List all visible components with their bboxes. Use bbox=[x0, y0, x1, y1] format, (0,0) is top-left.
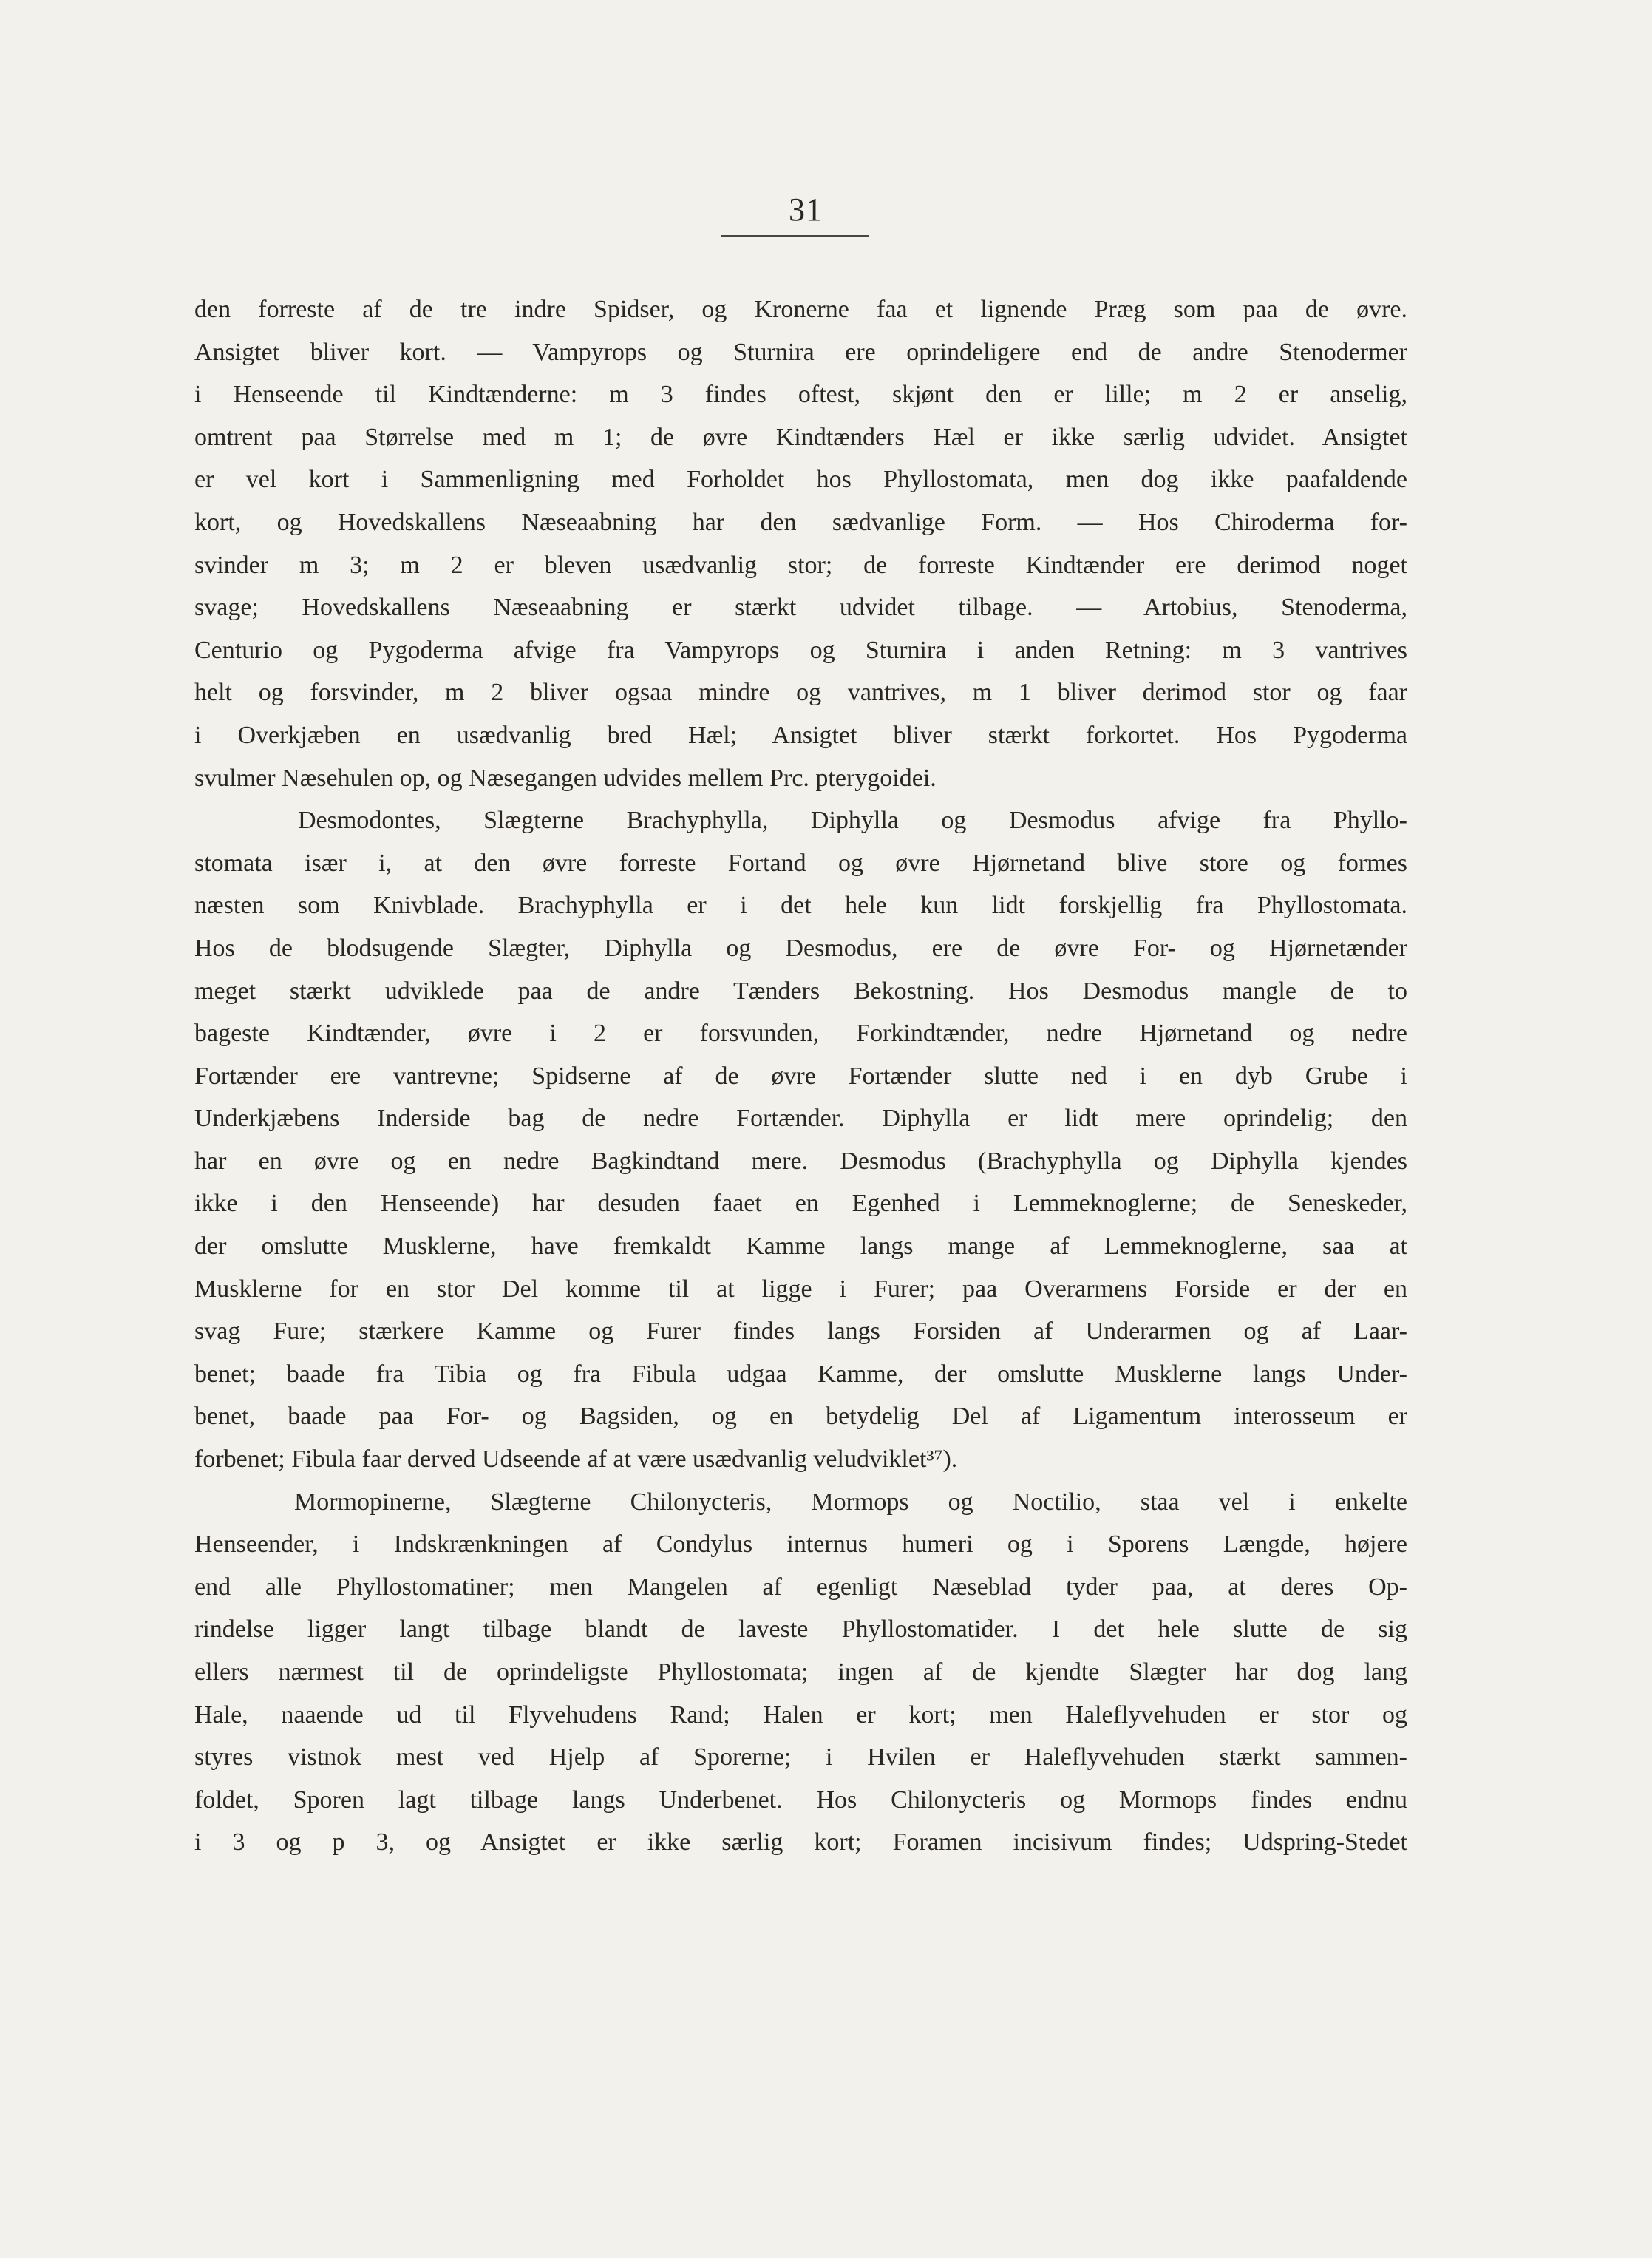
text-line: den forreste af de tre indre Spidser, og Kronerne faa et lignende Præg som paa de øvre. bbox=[194, 296, 1407, 323]
text-line: foldet, Sporen lagt tilbage langs Underbenet. Hos Chilonycteris og Mormops findes endnu bbox=[194, 1786, 1407, 1814]
text-line: Henseender, i Indskrænkningen af Condylus internus humeri og i Sporens Længde, højere bbox=[194, 1530, 1407, 1559]
text-line: svage; Hovedskallens Næseaabning er stærkt udvidet tilbage. — Artobius, Stenoderma, bbox=[194, 594, 1407, 622]
text-line: svulmer Næsehulen op, og Næsegangen udvides mellem Prc. pterygoidei. bbox=[194, 764, 937, 792]
page-number-rule bbox=[721, 235, 869, 237]
text-line: i Henseende til Kindtænderne: m 3 findes oftest, skjønt den er lille; m 2 er anselig, bbox=[194, 381, 1407, 409]
text-line: stomata især i, at den øvre forreste Fortand og øvre Hjørnetand blive store og formes bbox=[194, 849, 1407, 877]
text-line: benet, baade paa For- og Bagsiden, og en betydelig Del af Ligamentum interosseum er bbox=[194, 1403, 1407, 1431]
text-line: Underkjæbens Inderside bag de nedre Fortænder. Diphylla er lidt mere oprindelig; den bbox=[194, 1105, 1407, 1133]
text-line: næsten som Knivblade. Brachyphylla er i det hele kun lidt forskjellig fra Phyllostomata. bbox=[194, 892, 1407, 920]
text-line: helt og forsvinder, m 2 bliver ogsaa mindre og vantrives, m 1 bliver derimod stor og faar bbox=[194, 679, 1407, 707]
text-line: ellers nærmest til de oprindeligste Phyllostomata; ingen af de kjendte Slægter har dog lang bbox=[194, 1658, 1407, 1686]
page-number: 31 bbox=[789, 191, 823, 228]
text-line: rindelse ligger langt tilbage blandt de laveste Phyllostomatider. I det hele slutte de sig bbox=[194, 1615, 1407, 1644]
text-line: i Overkjæben en usædvanlig bred Hæl; Ansigtet bliver stærkt forkortet. Hos Pygoderma bbox=[194, 721, 1407, 749]
paragraph-start-line: Mormopinerne, Slægterne Chilonycteris, Mormops og Noctilio, staa vel i enkelte bbox=[294, 1488, 1407, 1516]
text-line: der omslutte Musklerne, have fremkaldt Kamme langs mange af Lemmeknoglerne, saa at bbox=[194, 1233, 1407, 1261]
text-line: forbenet; Fibula faar derved Udseende af at være usædvanlig veludviklet³⁷). bbox=[194, 1445, 958, 1474]
text-line: kort, og Hovedskallens Næseaabning har den sædvanlige Form. — Hos Chiroderma for- bbox=[194, 508, 1407, 536]
text-line: bageste Kindtænder, øvre i 2 er forsvunden, Forkindtænder, nedre Hjørnetand og nedre bbox=[194, 1020, 1407, 1048]
text-line: Hale, naaende ud til Flyvehudens Rand; Halen er kort; men Haleflyvehuden er stor og bbox=[194, 1701, 1407, 1729]
text-line: omtrent paa Størrelse med m 1; de øvre Kindtænders Hæl er ikke særlig udvidet. Ansigtet bbox=[194, 423, 1407, 451]
text-line: Hos de blodsugende Slægter, Diphylla og Desmodus, ere de øvre For- og Hjørnetænder bbox=[194, 934, 1407, 962]
text-line: Fortænder ere vantrevne; Spidserne af de øvre Fortænder slutte ned i en dyb Grube i bbox=[194, 1062, 1407, 1090]
text-line: Musklerne for en stor Del komme til at ligge i Furer; paa Overarmens Forside er der en bbox=[194, 1275, 1407, 1303]
text-line: styres vistnok mest ved Hjelp af Sporerne; i Hvilen er Haleflyvehuden stærkt sammen- bbox=[194, 1743, 1407, 1772]
text-line: svinder m 3; m 2 er bleven usædvanlig stor; de forreste Kindtænder ere derimod noget bbox=[194, 551, 1407, 579]
text-line: Centurio og Pygoderma afvige fra Vampyrops og Sturnira i anden Retning: m 3 vantrives bbox=[194, 636, 1407, 664]
text-line: benet; baade fra Tibia og fra Fibula udgaa Kamme, der omslutte Musklerne langs Under- bbox=[194, 1360, 1407, 1388]
text-line: har en øvre og en nedre Bagkindtand mere. Desmodus (Brachyphylla og Diphylla kjendes bbox=[194, 1147, 1407, 1175]
text-line: svag Fure; stærkere Kamme og Furer findes langs Forsiden af Underarmen og af Laar- bbox=[194, 1318, 1407, 1346]
text-line: meget stærkt udviklede paa de andre Tænders Bekostning. Hos Desmodus mangle de to bbox=[194, 977, 1407, 1005]
body-text bbox=[194, 288, 1407, 1864]
text-line: end alle Phyllostomatiner; men Mangelen af egenligt Næseblad tyder paa, at deres Op- bbox=[194, 1573, 1407, 1601]
text-line: Ansigtet bliver kort. — Vampyrops og Sturnira ere oprindeligere end de andre Stenodermer bbox=[194, 338, 1407, 366]
text-line: i 3 og p 3, og Ansigtet er ikke særlig kort; Foramen incisivum findes; Udspring-Stedet bbox=[194, 1828, 1407, 1857]
text-line: er vel kort i Sammenligning med Forholdet hos Phyllostomata, men dog ikke paafaldende bbox=[194, 466, 1407, 494]
paragraph-start-line: Desmodontes, Slægterne Brachyphylla, Diphylla og Desmodus afvige fra Phyllo- bbox=[298, 807, 1407, 835]
text-line: ikke i den Henseende) har desuden faaet en Egenhed i Lemmeknoglerne; de Seneskeder, bbox=[194, 1190, 1407, 1218]
